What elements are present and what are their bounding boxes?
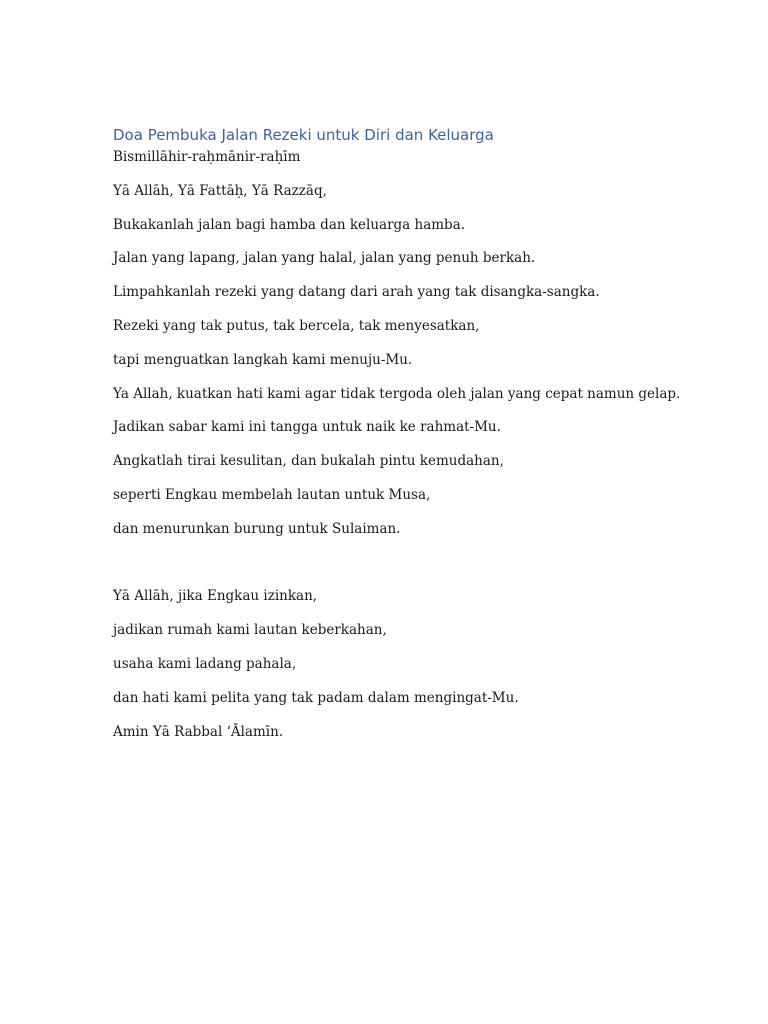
prayer-line: tapi menguatkan langkah kami menuju-Mu. [113, 351, 413, 368]
prayer-line: Rezeki yang tak putus, tak bercela, tak menyesatkan, [113, 317, 480, 334]
prayer-line: Ya Allah, kuatkan hati kami agar tidak tergoda oleh jalan yang cepat namun gelap. [113, 385, 681, 402]
prayer-line: Angkatlah tirai kesulitan, dan bukalah pintu kemudahan, [113, 453, 504, 470]
document-body [113, 124, 713, 755]
prayer-line: Limpahkanlah rezeki yang datang dari arah yang tak disangka-sangka. [113, 284, 600, 301]
prayer-line: seperti Engkau membelah lautan untuk Musa, [113, 486, 431, 503]
prayer-line: dan hati kami pelita yang tak padam dalam mengingat-Mu. [113, 689, 519, 706]
prayer-line: jadikan rumah kami lautan keberkahan, [113, 622, 387, 639]
prayer-line: Amin Yā Rabbal ‘Ālamīn. [113, 723, 284, 740]
prayer-line: dan menurunkan burung untuk Sulaiman. [113, 520, 401, 537]
prayer-line: Bukakanlah jalan bagi hamba dan keluarga hamba. [113, 216, 466, 233]
prayer-line: Jadikan sabar kami ini tangga untuk naik ke rahmat-Mu. [113, 419, 501, 436]
paragraph-spacer [113, 553, 713, 573]
document-title: Doa Pembuka Jalan Rezeki untuk Diri dan Keluarga [113, 126, 494, 144]
prayer-line: Yā Allāh, Yā Fattāḥ, Yā Razzāq, [113, 182, 327, 199]
prayer-line: Bismillāhir-raḥmānir-raḥīm [113, 149, 301, 165]
prayer-line: Jalan yang lapang, jalan yang halal, jalan yang penuh berkah. [113, 250, 536, 267]
prayer-line: Yā Allāh, jika Engkau izinkan, [113, 588, 318, 605]
prayer-line: usaha kami ladang pahala, [113, 655, 297, 672]
